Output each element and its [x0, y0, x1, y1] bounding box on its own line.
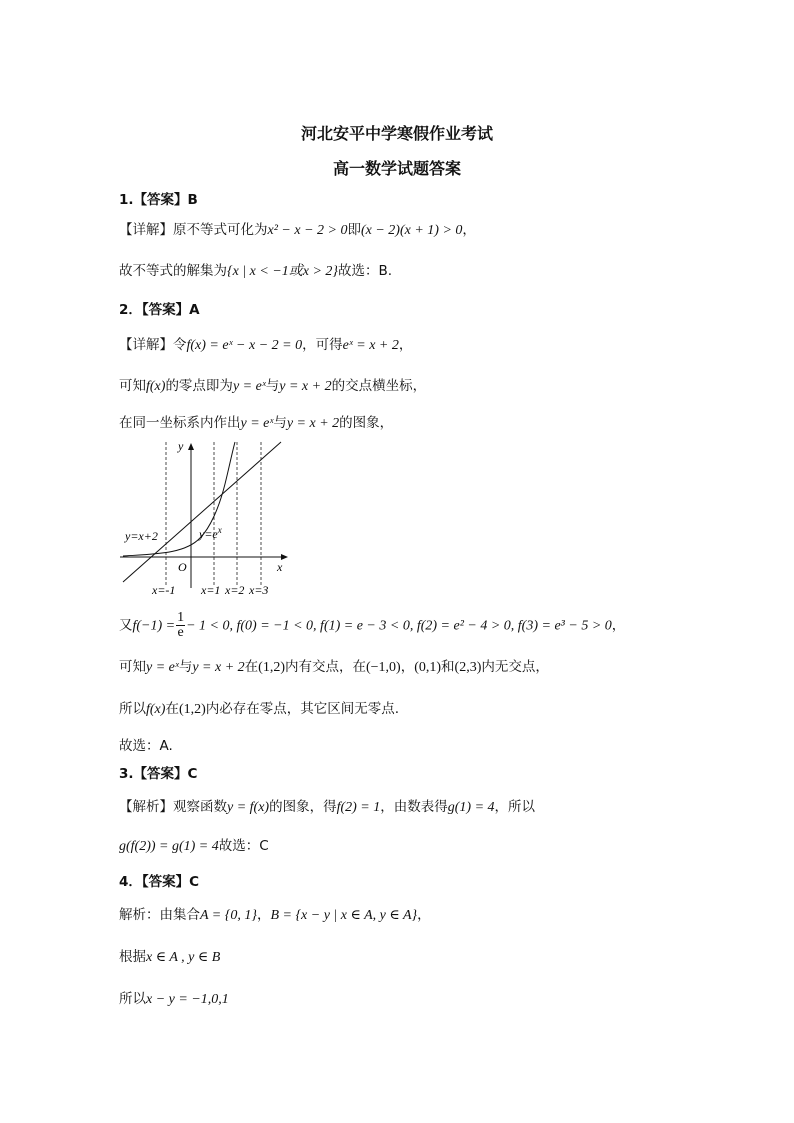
q4-line-2: [119, 945, 220, 966]
q4-l1-mid: ，: [256, 907, 271, 923]
q2-graph-vlabel-1: x=1: [201, 583, 221, 597]
q1-answer-label: 1.【答案】B: [119, 192, 198, 208]
q2-graph-vlabel-neg1: x=-1: [152, 583, 176, 597]
q3-answer-label: 3.【答案】C: [119, 766, 198, 782]
q2-l5-line: y = x + 2: [192, 660, 245, 675]
q2-l5-mid4: ，: [400, 659, 415, 675]
q4-set-b: B = {x − y | x ∈ A, y ∈ A}: [270, 908, 418, 923]
q2-l2-end: 的交点横坐标，: [331, 378, 427, 394]
q1-factored-inequality: (x − 2)(x + 1) > 0: [360, 223, 463, 238]
q2-line-3: [119, 411, 393, 432]
q3-line-1: [119, 795, 535, 816]
q2-l4-fraction: [176, 611, 185, 640]
q2-graph-line-label: y=x+2: [125, 529, 158, 543]
q4-set-a: A = {0, 1}: [200, 908, 257, 923]
q2-graph-vlabel-3: x=3: [249, 583, 269, 597]
q4-l2-prefix: 根据: [119, 949, 146, 965]
q2-graph-y-label: y: [178, 439, 184, 453]
q2-line-4: [119, 611, 625, 640]
q2-l2-mid2: 与: [265, 378, 280, 394]
q2-l5-exp: y = eˣ: [146, 660, 179, 675]
q2-graph-vlabel-2: x=2: [225, 583, 245, 597]
q2-l3-line: y = x + 2: [286, 416, 340, 431]
q2-l5-interval-neg10: (−1,0): [365, 660, 401, 675]
q2-l2-mid1: 的零点即为: [165, 378, 233, 394]
q2-graph-exp-label: $y=e^x$: [199, 525, 222, 541]
q2-l6-end: 内必存在零点，其它区间无零点.: [205, 701, 400, 717]
q3-l1-prefix: 【解析】观察函数: [119, 799, 227, 815]
q2-l3-prefix: 在同一坐标系内作出: [119, 415, 241, 431]
q3-l1-mid2: ，由数表得: [380, 799, 448, 815]
q1-detail-mid: 即: [347, 222, 361, 238]
q3-l1-g1: g(1) = 4: [447, 800, 495, 815]
q2-l1-end: ，: [398, 337, 413, 353]
q2-graph-x-label: x: [277, 560, 283, 574]
q3-l1-mid1: 的图象，得: [269, 799, 337, 815]
q2-l2-prefix: 可知: [119, 378, 146, 394]
q4-l1-end: ，: [417, 907, 431, 923]
q2-l6-mid: 在: [165, 701, 179, 717]
q3-l2-end: 故选：C: [218, 838, 269, 854]
q2-graph-origin: O: [178, 560, 187, 574]
q2-l5-interval-12: (1,2): [258, 660, 285, 675]
q2-l5-mid1: 与: [178, 659, 193, 675]
q4-l3-prefix: 所以: [119, 991, 146, 1007]
q3-l1-end: ，所以: [494, 799, 536, 815]
q2-graph-line: [123, 442, 281, 582]
q2-l1-equation: f(x) = eˣ − x − 2 = 0: [186, 338, 303, 353]
q2-l3-mid: 与: [273, 415, 287, 431]
q2-l4-prefix: 又: [119, 617, 133, 634]
page-subtitle: 高一数学试题答案: [332, 159, 461, 178]
q2-l5-mid3: 内有交点，在: [284, 659, 366, 675]
q4-l3-values: x − y = −1,0,1: [146, 992, 229, 1007]
q2-l5-prefix: 可知: [119, 659, 146, 675]
q3-line-2: [119, 834, 269, 855]
q2-l2-line: y = x + 2: [279, 379, 332, 394]
q3-l1-function: y = f(x): [227, 800, 270, 815]
q2-l1-result: eˣ = x + 2: [342, 338, 399, 353]
q2-l5-mid5: 和: [441, 659, 455, 675]
q3-l2-composition: g(f(2)) = g(1) = 4: [119, 839, 219, 854]
q1-solution-set: {x | x < −1或x > 2}: [227, 264, 339, 279]
q2-line-5: [119, 655, 549, 676]
q2-l5-end: 内无交点，: [481, 659, 549, 675]
q2-l4-frac-num: 1: [177, 610, 185, 625]
page-title: 河北安平中学寒假作业考试: [300, 124, 493, 143]
q1-detail-end: ，: [462, 222, 476, 238]
q2-line-6: [119, 697, 399, 718]
q2-l5-interval-23: (2,3): [454, 660, 482, 675]
q2-l3-end: 的图象，: [339, 415, 394, 431]
q2-l6-interval: (1,2): [178, 702, 206, 717]
q2-l5-mid2: 在: [244, 659, 259, 675]
q1-detail-prefix: 【详解】原不等式可化为: [119, 222, 268, 238]
q2-line-1: [119, 333, 412, 354]
q4-line-3: [119, 987, 229, 1008]
q2-l6-fx: f(x): [146, 702, 166, 717]
q2-l2-exp: y = eˣ: [232, 379, 266, 394]
q1-solution-line: [119, 259, 392, 280]
q4-line-1: [119, 903, 431, 924]
q2-choice: 故选：A.: [119, 738, 173, 754]
q2-l5-interval-01: (0,1): [414, 660, 442, 675]
q2-l1-mid: ，可得: [302, 337, 343, 353]
q2-l1-prefix: 【详解】令: [119, 337, 187, 353]
q1-solution-prefix: 故不等式的解集为: [119, 263, 227, 279]
q2-l3-exp: y = eˣ: [240, 416, 274, 431]
q1-detail-line: [119, 218, 476, 239]
q2-l6-prefix: 所以: [119, 701, 146, 717]
q1-solution-end: 故选：B.: [338, 263, 393, 279]
q2-line-2: [119, 374, 426, 395]
q3-l1-f2: f(2) = 1: [336, 800, 381, 815]
q4-answer-label: 4．【答案】C: [119, 874, 200, 890]
q2-l4-frac-den: e: [177, 625, 184, 640]
q2-l4-b: − 1 < 0, f(0) = −1 < 0, f(1) = e − 3 < 0, f(2) = e² − 4 > 0, f(3) = e³ − 5 > 0: [186, 618, 612, 634]
q1-inequality: x² − x − 2 > 0: [267, 223, 348, 238]
q2-answer-label: 2．【答案】A: [119, 302, 200, 318]
q2-l2-fx: f(x): [146, 379, 166, 394]
q4-l1-prefix: 解析：由集合: [119, 907, 200, 923]
q2-l4-a: f(−1) =: [132, 618, 176, 634]
q4-l2-membership: x ∈ A , y ∈ B: [146, 950, 221, 965]
q2-l4-end: ，: [611, 617, 626, 634]
q2-graph: [115, 438, 295, 598]
